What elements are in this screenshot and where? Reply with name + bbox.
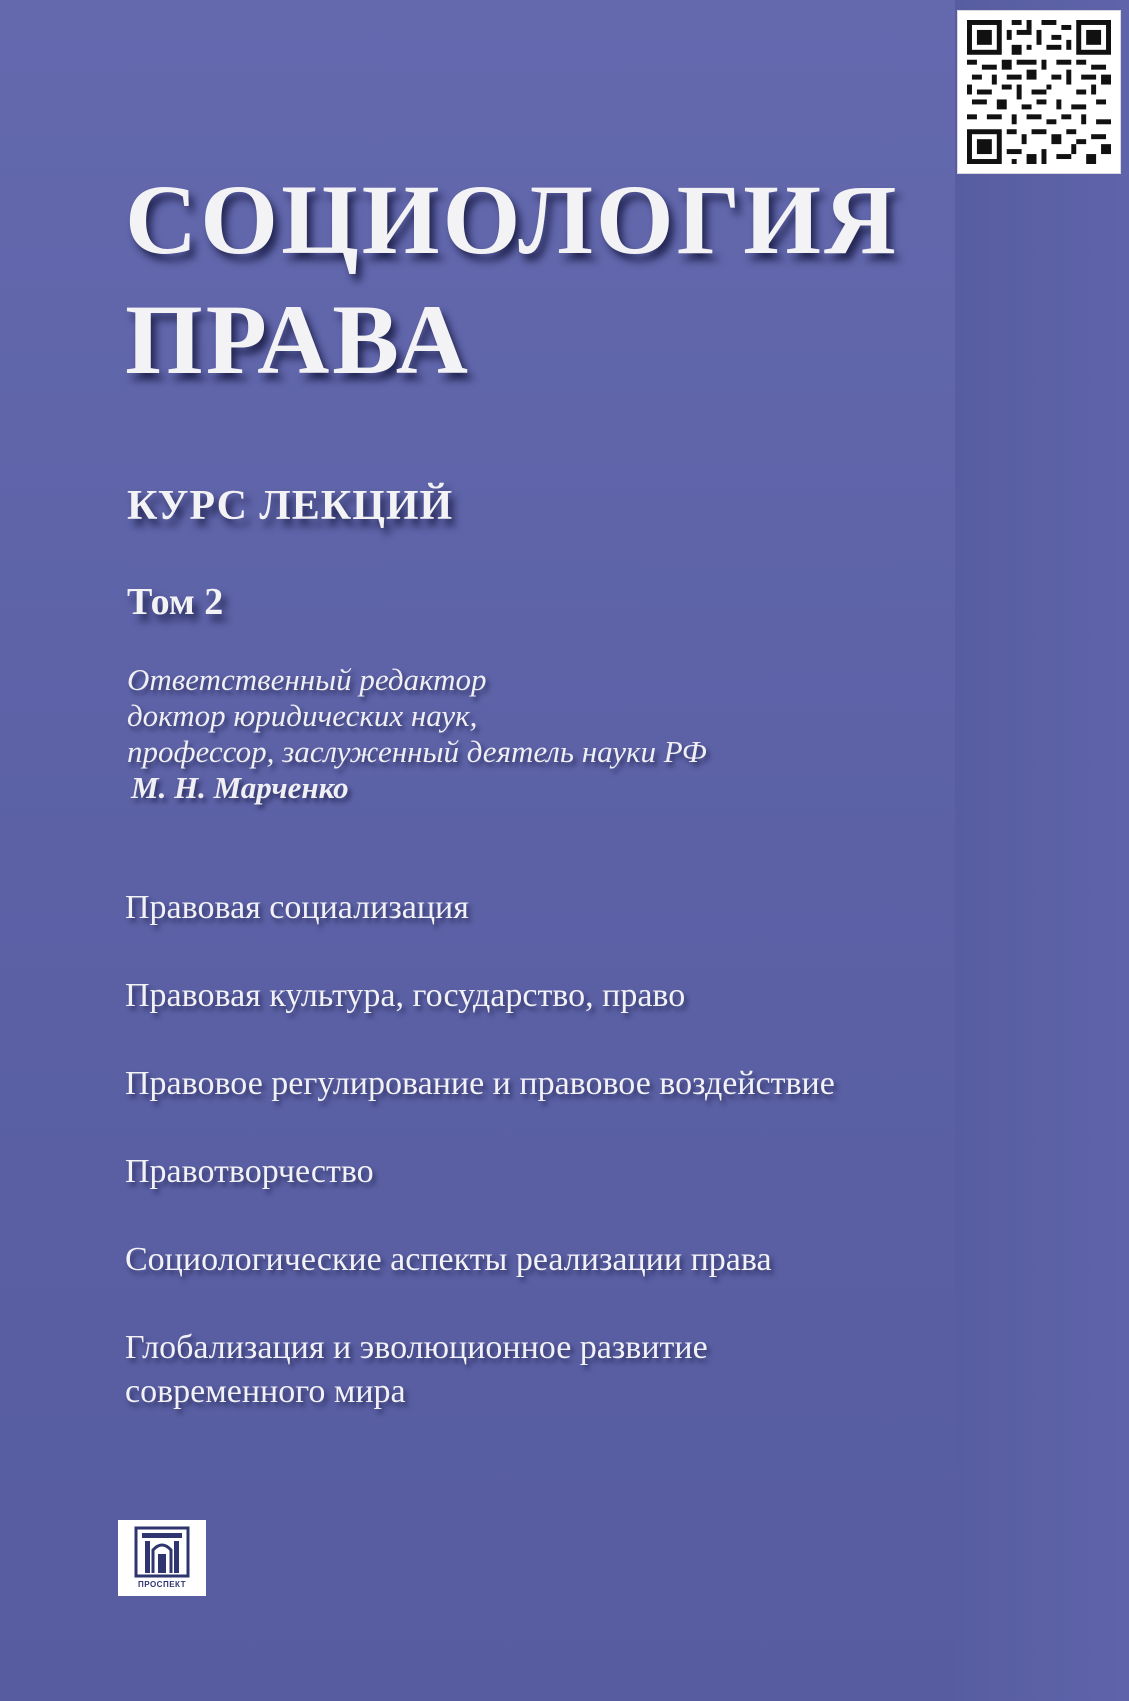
publisher-name: ПРОСПЕКТ xyxy=(137,1580,187,1589)
topic-item-continued: современного мира xyxy=(125,1373,406,1410)
topic-item: Правовая культура, государство, право xyxy=(125,977,686,1014)
subtitle: КУРС ЛЕКЦИЙ xyxy=(127,483,454,529)
cover-side-strip xyxy=(955,0,1129,1701)
editor-name: М. Н. Марченко xyxy=(131,770,349,805)
topic-item: Правотворчество xyxy=(125,1153,374,1190)
editor-title: профессор, заслуженный деятель науки РФ xyxy=(127,734,707,769)
title-line-2: ПРАВА xyxy=(125,284,471,395)
publisher-building-logo-icon xyxy=(118,1520,206,1596)
topic-item: Правовая социализация xyxy=(125,889,469,926)
editor-role: Ответственный редактор xyxy=(127,662,487,697)
qr-code-icon xyxy=(957,10,1121,174)
topic-item: Глобализация и эволюционное развитие xyxy=(125,1329,708,1366)
topic-item: Правовое регулирование и правовое воздействие xyxy=(125,1065,835,1102)
title-line-1: СОЦИОЛОГИЯ xyxy=(125,164,900,275)
topic-item: Социологические аспекты реализации права xyxy=(125,1241,772,1278)
editor-degree: доктор юридических наук, xyxy=(127,698,478,733)
volume-label: Том 2 xyxy=(127,581,224,623)
